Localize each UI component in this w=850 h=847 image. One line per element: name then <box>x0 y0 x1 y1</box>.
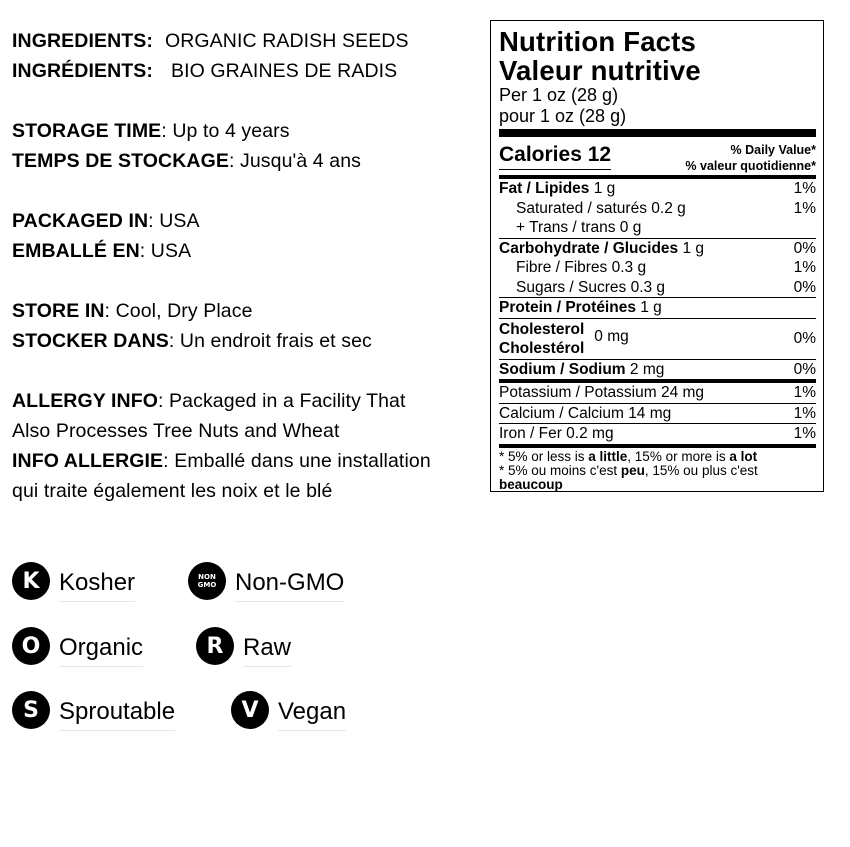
sugars-row <box>499 278 816 298</box>
protein-row <box>499 298 816 318</box>
vegan-icon: V <box>231 691 269 729</box>
badge-vegan <box>231 691 346 729</box>
foot-fr-b1: peu <box>620 462 645 478</box>
serving-size-fr: pour 1 oz (28 g) <box>499 106 627 126</box>
non-gmo-label: Non-GMO <box>235 569 344 602</box>
organic-label: Organic <box>59 634 143 667</box>
foot-fr-2: , 15% ou plus c'est <box>644 462 758 478</box>
packaged-en-value: : USA <box>148 210 200 232</box>
saturated-pct: 1% <box>793 199 816 217</box>
sugars-pct: 0% <box>793 278 816 296</box>
raw-icon: R <box>196 627 234 665</box>
storage-en-value: : Up to 4 years <box>161 120 290 142</box>
calories-row <box>499 137 816 175</box>
kosher-label: Kosher <box>59 569 135 602</box>
vegan-label: Vegan <box>278 698 346 731</box>
fibre-label: Fibre / Fibres 0.3 g <box>516 259 647 276</box>
sproutable-icon: S <box>12 691 50 729</box>
carb-amount: 1 g <box>678 239 705 257</box>
allergy-fr-2: qui traite également les noix et le blé <box>12 480 333 502</box>
foot-en-1: * 5% or less is <box>499 448 589 464</box>
cholesterol-fr: Cholestérol <box>499 339 585 357</box>
carb-pct: 0% <box>793 239 816 257</box>
allergy-fr-1 <box>12 446 482 476</box>
store-en-value: : Cool, Dry Place <box>104 300 253 322</box>
nutrition-title-fr: Valeur nutritive <box>499 55 701 86</box>
sproutable-label: Sproutable <box>59 698 175 731</box>
potassium-pct: 1% <box>793 384 816 401</box>
kosher-icon: K <box>12 562 50 600</box>
cholesterol-labels <box>499 320 584 358</box>
foot-en-b2: a lot <box>729 448 758 464</box>
fat-amount: 1 g <box>589 180 616 197</box>
fibre-pct: 1% <box>793 259 816 276</box>
cholesterol-amount: 0 mg <box>594 327 629 345</box>
badge-kosher <box>12 562 135 600</box>
storage-fr-value: : Jusqu'à 4 ans <box>228 150 362 172</box>
sodium-pct: 0% <box>793 360 816 378</box>
iron-pct: 1% <box>793 425 816 442</box>
foot-fr-1: * 5% ou moins c'est <box>499 462 621 478</box>
calcium-row <box>499 404 816 424</box>
sodium-amount: 2 mg <box>625 360 665 378</box>
packaged-en-label: PACKAGED IN <box>12 210 149 232</box>
calcium-label: Calcium / Calcium 14 mg <box>499 404 672 422</box>
storage-time-en <box>12 116 482 146</box>
nutrition-title-en: Nutrition Facts <box>499 26 697 57</box>
sodium-row <box>499 360 816 380</box>
badge-raw <box>196 627 291 665</box>
cholesterol-en: Cholesterol <box>499 320 585 338</box>
calcium-pct: 1% <box>793 404 816 422</box>
non-gmo-icon-bottom: GMO <box>197 581 217 589</box>
sodium-label: Sodium / Sodium <box>499 360 626 378</box>
non-gmo-icon <box>188 562 226 600</box>
saturated-row <box>499 199 816 219</box>
cholesterol-row <box>499 319 816 359</box>
packaged-in-en <box>12 206 482 236</box>
allergy-en-value-1: : Packaged in a Facility That <box>158 390 406 412</box>
foot-fr-b2: beaucoup <box>499 476 563 492</box>
daily-value-header <box>685 137 816 175</box>
iron-row <box>499 424 816 444</box>
fibre-row <box>499 258 816 278</box>
ingredients-fr-value: BIO GRAINES DE RADIS <box>170 60 398 82</box>
ingredients-fr-label: INGRÉDIENTS: <box>12 60 153 82</box>
store-fr-value: : Un endroit frais et sec <box>168 330 372 352</box>
footnote <box>499 448 816 492</box>
badge-non-gmo <box>188 562 344 600</box>
allergy-en-1 <box>12 386 482 416</box>
footnote-fr <box>499 464 816 478</box>
badge-sproutable <box>12 691 175 729</box>
saturated-label: Saturated / saturés 0.2 g <box>516 199 686 217</box>
potassium-row <box>499 383 816 403</box>
store-in-fr <box>12 326 482 356</box>
cholesterol-pct: 0% <box>793 329 816 347</box>
potassium-label: Potassium / Potassium 24 mg <box>499 384 705 401</box>
sugars-label: Sugars / Sucres 0.3 g <box>516 278 666 296</box>
ingredients-en-value: ORGANIC RADISH SEEDS <box>164 30 409 52</box>
fat-row <box>499 179 816 199</box>
packaged-fr-label: EMBALLÉ EN <box>12 240 140 262</box>
packaged-in-fr <box>12 236 482 266</box>
allergy-fr-label: INFO ALLERGIE <box>12 450 164 472</box>
carb-label: Carbohydrate / Glucides <box>499 239 679 257</box>
dv-en: % Daily Value* <box>730 143 816 157</box>
storage-time-fr <box>12 146 482 176</box>
nutrition-facts-panel <box>490 20 824 492</box>
dv-fr: % valeur quotidienne* <box>685 159 816 173</box>
product-info <box>12 26 482 506</box>
trans-row <box>499 218 816 238</box>
calories: Calories 12 <box>499 137 611 170</box>
carb-row <box>499 239 816 259</box>
protein-amount: 1 g <box>635 299 662 316</box>
store-en-label: STORE IN <box>12 300 105 322</box>
serving-size-en: Per 1 oz (28 g) <box>499 85 619 105</box>
store-fr-label: STOCKER DANS <box>12 330 169 352</box>
ingredients-en <box>12 26 482 56</box>
store-in-en <box>12 296 482 326</box>
organic-icon: O <box>12 627 50 665</box>
raw-label: Raw <box>243 634 291 667</box>
non-gmo-icon-top: NON <box>198 573 216 581</box>
storage-fr-label: TEMPS DE STOCKAGE <box>12 150 229 172</box>
foot-en-2: , 15% or more is <box>627 448 730 464</box>
badge-organic <box>12 627 143 665</box>
protein-label: Protein / Protéines <box>499 299 636 316</box>
fat-pct: 1% <box>793 180 816 197</box>
storage-en-label: STORAGE TIME <box>12 120 162 142</box>
ingredients-en-label: INGREDIENTS: <box>12 30 153 52</box>
ingredients-fr <box>12 56 482 86</box>
foot-en-b1: a little <box>588 448 628 464</box>
packaged-fr-value: : USA <box>139 240 192 262</box>
iron-label: Iron / Fer 0.2 mg <box>499 425 614 442</box>
allergy-en-2: Also Processes Tree Nuts and Wheat <box>12 420 340 442</box>
allergy-en-label: ALLERGY INFO <box>12 390 159 412</box>
footnote-en <box>499 450 816 464</box>
fat-label: Fat / Lipides <box>499 180 590 197</box>
allergy-fr-value-1: : Emballé dans une installation <box>163 450 431 472</box>
trans-label: + Trans / trans 0 g <box>516 219 642 236</box>
